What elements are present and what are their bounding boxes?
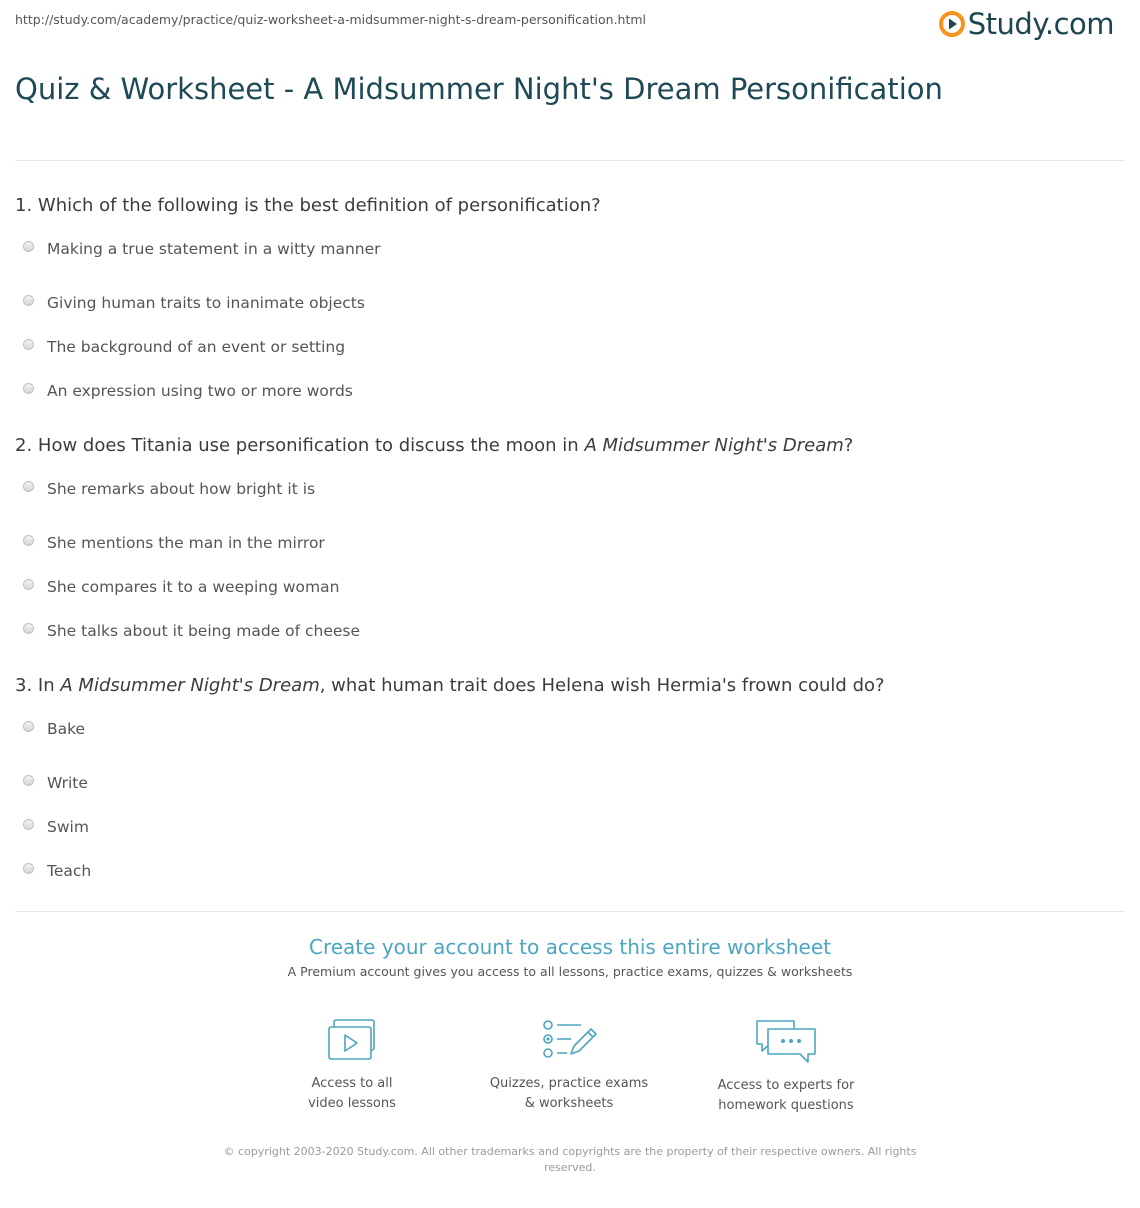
feature-label: Access to all video lessons	[308, 1076, 396, 1111]
page-title: Quiz & Worksheet - A Midsummer Night's Dream Personification	[15, 72, 943, 106]
answer-option[interactable]	[15, 717, 1125, 741]
question-number: 2.	[15, 435, 33, 456]
radio-button[interactable]	[23, 535, 34, 546]
radio-button[interactable]	[23, 819, 34, 830]
question-prompt: How does Titania use personification to discuss the moon in	[37, 435, 585, 456]
question-prompt: In	[37, 675, 61, 696]
radio-button[interactable]	[23, 775, 34, 786]
radio-button[interactable]	[23, 339, 34, 350]
title-divider	[15, 160, 1125, 161]
video-lessons-icon	[326, 1018, 378, 1062]
option-label: Teach	[47, 862, 92, 880]
answer-option[interactable]	[15, 761, 1125, 805]
option-label: Giving human traits to inanimate objects	[47, 294, 365, 312]
work-title: A Midsummer Night's Dream	[60, 675, 320, 696]
study-logo[interactable]	[939, 6, 1114, 42]
question-text	[15, 674, 1125, 698]
work-title: A Midsummer Night's Dream	[584, 435, 844, 456]
top-bar	[0, 0, 1140, 50]
question-number: 1.	[15, 195, 33, 216]
question-prompt: Which of the following is the best definition of personification?	[37, 195, 601, 216]
answer-option[interactable]	[15, 805, 1125, 849]
option-label: An expression using two or more words	[47, 382, 353, 400]
signup-cta	[0, 932, 1140, 979]
radio-button[interactable]	[23, 623, 34, 634]
option-label: She remarks about how bright it is	[47, 480, 316, 498]
answer-option[interactable]	[15, 369, 1125, 413]
copyright-notice: © copyright 2003-2020 Study.com. All other trademarks and copyrights are the property of their respective owners. All rights reserved.	[223, 1145, 917, 1174]
radio-button[interactable]	[23, 481, 34, 492]
question-text	[15, 434, 1125, 458]
answer-options	[15, 237, 1125, 413]
cta-divider	[15, 911, 1125, 912]
cta-subtitle: A Premium account gives you access to all lessons, practice exams, quizzes & worksheets	[287, 964, 853, 979]
option-label: She compares it to a weeping woman	[47, 578, 340, 596]
answer-option[interactable]	[15, 325, 1125, 369]
radio-button[interactable]	[23, 241, 34, 252]
feature-label: Quizzes, practice exams & worksheets	[489, 1076, 649, 1111]
page-url: http://study.com/academy/practice/quiz-worksheet-a-midsummer-night-s-dream-personification.html	[15, 12, 647, 27]
logo-text: Study.com	[967, 7, 1114, 41]
option-label: Bake	[47, 720, 86, 738]
question-prompt-end: ?	[843, 435, 854, 456]
radio-button[interactable]	[23, 295, 34, 306]
answer-option[interactable]	[15, 565, 1125, 609]
question-1	[15, 194, 1125, 413]
question-2	[15, 434, 1125, 653]
option-label: Write	[47, 774, 88, 792]
play-circle-icon	[939, 11, 965, 37]
chat-bubbles-icon	[754, 1018, 818, 1064]
feature-label: Access to experts for homework questions	[717, 1078, 855, 1113]
question-3	[15, 674, 1125, 893]
radio-button[interactable]	[23, 721, 34, 732]
answer-option[interactable]	[15, 477, 1125, 501]
cta-link[interactable]: Create your account to access this entire worksheet	[309, 935, 831, 959]
answer-option[interactable]	[15, 521, 1125, 565]
option-label: She mentions the man in the mirror	[47, 534, 325, 552]
radio-button[interactable]	[23, 579, 34, 590]
question-text	[15, 194, 1125, 218]
answer-option[interactable]	[15, 849, 1125, 893]
answer-option[interactable]	[15, 609, 1125, 653]
answer-option[interactable]	[15, 237, 1125, 261]
quiz-checklist-icon	[541, 1018, 597, 1062]
option-label: The background of an event or setting	[47, 338, 346, 356]
option-label: She talks about it being made of cheese	[47, 622, 361, 640]
question-prompt-end: , what human trait does Helena wish Hermia's frown could do?	[319, 675, 885, 696]
answer-option[interactable]	[15, 281, 1125, 325]
option-label: Swim	[47, 818, 89, 836]
feature-quizzes	[469, 1018, 669, 1114]
question-number: 3.	[15, 675, 33, 696]
answer-options	[15, 477, 1125, 653]
radio-button[interactable]	[23, 863, 34, 874]
radio-button[interactable]	[23, 383, 34, 394]
feature-experts	[686, 1018, 886, 1116]
feature-video-lessons	[252, 1018, 452, 1114]
answer-options	[15, 717, 1125, 893]
option-label: Making a true statement in a witty manner	[47, 240, 381, 258]
